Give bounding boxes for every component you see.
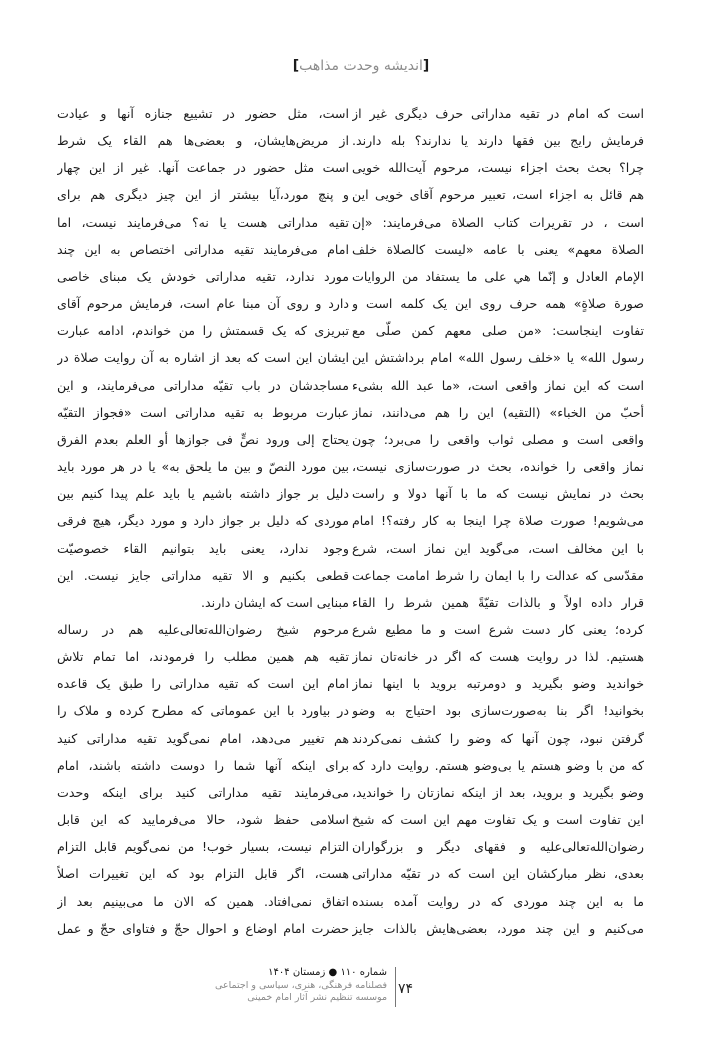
text-line: الصلاة معهم» یعنی با عامه «لیست کالصلاة خلف [352,241,644,257]
text-line: قطعی بکنیم و الا تقیه مداراتی جایز نیست. این [57,567,349,583]
text-line: است، مثل حضور در تشییع جنازه آنها و عیادت [57,106,349,121]
text-line: تقیه مداراتی هست یا نه؟ می‌فرمایند نیست، اما [57,214,349,230]
text-line: این تفاوت است و یک تفاوت مهم این است که شیخ [352,812,644,828]
text-line: بحث در نمایش نیست که ما با آنها دولا و راست [352,486,644,502]
publisher-line: موسسه تنظیم نشر آثار امام خمینی [247,992,388,1003]
text-line: امام این است که تقیه مداراتی را طبق یک قاعده [57,676,349,692]
issue-line: شماره ۱۱۰ ● زمستان ۱۴۰۴ [268,967,388,978]
text-line: بین مورد النصّ و بین ما یلحق به» یا در هر مورد باید [57,459,349,475]
text-line: حضرت امام اوضاع و احوال حجّ و فتاوای حجّ و عمل [57,920,349,936]
footer-info [215,967,387,1005]
footer-divider [395,967,396,1007]
text-line: می‌کنیم و این چند مورد، بعضی‌هایش بالذات جایز [352,920,644,936]
text-line: مبنایی است که ایشان دارند. [201,594,349,610]
journal-line: فصلنامه فرهنگی، هنری، سیاسی و اجتماعی [215,979,388,991]
text-line: رسول الله» یا «خلف رسول الله» امام برداشتش این [352,350,644,366]
section-header [0,58,722,74]
text-line: صورة صلاةٍ» همه حرف روی این یک کلمه است و [352,296,644,312]
text-line: بخوانید! اگر بنا به‌صورت‌سازی بود احتیاج به وضو [352,703,644,719]
text-line: چرا؟ بحث بحث اجزاء نیست، مرحوم آیت‌الله خویی [352,160,644,176]
text-line: اسلامی حفظ شود، حالا می‌فرمایید که این قابل [57,812,349,828]
text-line: مورد ندارد، تقیه مداراتی خودش یک مبنای خاصی [57,268,349,284]
text-line: أحبّ من الخباء» (التقیه) این را هم می‌دانند، نماز [352,404,644,420]
text-line: در بیاورد با این عموماتی که مطرح کرده و ملاک را [57,703,349,719]
text-line: الإمام العادل و إنّما هي علی ما یستفاد من الروایات [352,268,644,284]
text-line: هست، اگر قابل التزام بود که این تغییرات اصلاً [57,866,349,882]
text-line: التزام نیست، بسیار خوب! من نمی‌گویم قابل التزام [57,839,349,855]
text-line: است که امام در تقیه مداراتی حرف دیگری غیر از [352,106,644,121]
text-line: مقدّسی که عدالت را با ایمان را شرط امامت جماعت [352,567,644,583]
text-line: تقیه هم همین مطلب را فرمودند، اما تمام تلاش [57,649,349,665]
header-bracket-close: ] [292,58,300,74]
text-line: است که این نماز واقعی است، «ما عبد الله بشیء [352,377,644,393]
text-line: رضوان‌الله‌تعالی‌علیه و فقهای دیگر و بزرگواران [352,839,644,855]
text-line: دارد و روی آن مبنا عام است، فرمایش مرحوم آقای [57,296,349,312]
text-line: هستیم. لذا در روایت هست که اگر در خانه‌تان نماز [352,649,644,665]
text-line: می‌فرمایند تقیه مداراتی کنید برای اینکه وحدت [57,784,349,800]
text-line: که من با وضو هستم یا بی‌وضو هستم. روایت دارد که [352,757,644,773]
text-line: واقعی است و مصلی ثواب واقعی را می‌برد؛ چون [352,431,644,447]
footer [215,967,396,1007]
text-line: فرمایش رایج بین فقها دارند یا ندارند؟ بله دارند. [352,133,644,149]
text-line: دلیل بر جواز داشته باشیم یا باید علم پیدا کنیم بین [57,486,349,502]
text-line: است ، در تقریرات کتاب الصلاة می‌فرمایند: «إن [352,214,644,230]
text-line: گرفتن نبود، چون آنها که وضو را کشف نمی‌کردند [352,730,644,746]
text-line: با این مخالف است، می‌گوید این نماز است، شرع [352,540,644,556]
text-line: تبریزی که یک قسمتش را من خواندم، ادامه عبارت [57,323,349,339]
text-line: اتفاق نمی‌افتاد. همین که الان ما می‌بینیم بعد از [57,893,349,909]
text-line: وضو بگیرید و بروید، بعد از اینکه نمازتان را خواندید، [352,784,644,800]
text-line: وجود ندارد، یعنی باید بتوانیم القاء خصوصیّت [57,540,349,556]
text-line: امام می‌فرمایند تقیه مداراتی اختصاص به این چند [57,241,349,257]
text-line: است مثل حضور در جماعت آنها. غیر از این چهار [57,160,349,176]
text-line: هم قائل به اجزاء است، تعبیر مرحوم آقای خویی این [352,187,644,203]
text-line: می‌شویم! صورت صلاة چرا اینجا به کار رفته؟! امام [352,513,644,529]
left-text-column [57,100,349,942]
header-title: اندیشه وحدت مذاهب [299,58,423,74]
text-line: موردی که دلیل بر جواز دارد و مورد دیگر، هیچ فرقی [57,513,349,529]
page-number: ۷۴ [398,981,414,997]
text-line: برای اینکه آنها شما را دوست داشته باشند، امام [57,757,349,773]
text-line: هم تغییر می‌دهد، امام نمی‌گوید تقیه مداراتی کنید [57,730,349,746]
text-line: مرحوم شیخ رضوان‌الله‌تعالی‌علیه هم در رساله [57,621,349,637]
text-line: نماز واقعی را خوانده، بحث در صورت‌سازی نیست، [352,459,644,475]
header-bracket-open: [ [422,58,430,74]
text-line: تفاوت اینجاست: «من صلی معهم کمن صلّی مع [352,323,644,339]
text-line: قرار داده اولاً و بالذات تقیّةً همین شرط را القاء [352,594,644,610]
text-line: از مریض‌هایشان، و بعضی‌ها هم القاء یک شرط [57,133,349,149]
text-line: یحتاج إلی ورود نصٍّ فی جوازها أو العلم بعدم الفرق [57,431,349,447]
text-line: خواندید وضو بگیرید و دومرتبه بروید با اینها نماز [352,676,644,692]
text-line: مساجدشان در باب تقیّه مداراتی می‌فرمایند، و این [57,377,349,393]
text-line: ایشان این است که بعد از اشاره به آن روایت صلاة در [57,350,349,366]
text-line: بعدی، نظر مبارکشان این است که در تقیّه مداراتی [352,866,644,882]
text-line: ما به این چند موردی که در روایت آمده بسنده [352,893,644,909]
text-line: عبارت مربوط به تقیه مداراتی است «فجواز التقیّه [57,404,349,420]
text-line: کرده؛ یعنی کار دست شرع است و ما مطیع شرع [352,621,644,637]
text-line: و پنچ مورد،آیا بیشتر از این چیز دیگری هم برای [57,187,349,203]
right-text-column [352,100,644,942]
